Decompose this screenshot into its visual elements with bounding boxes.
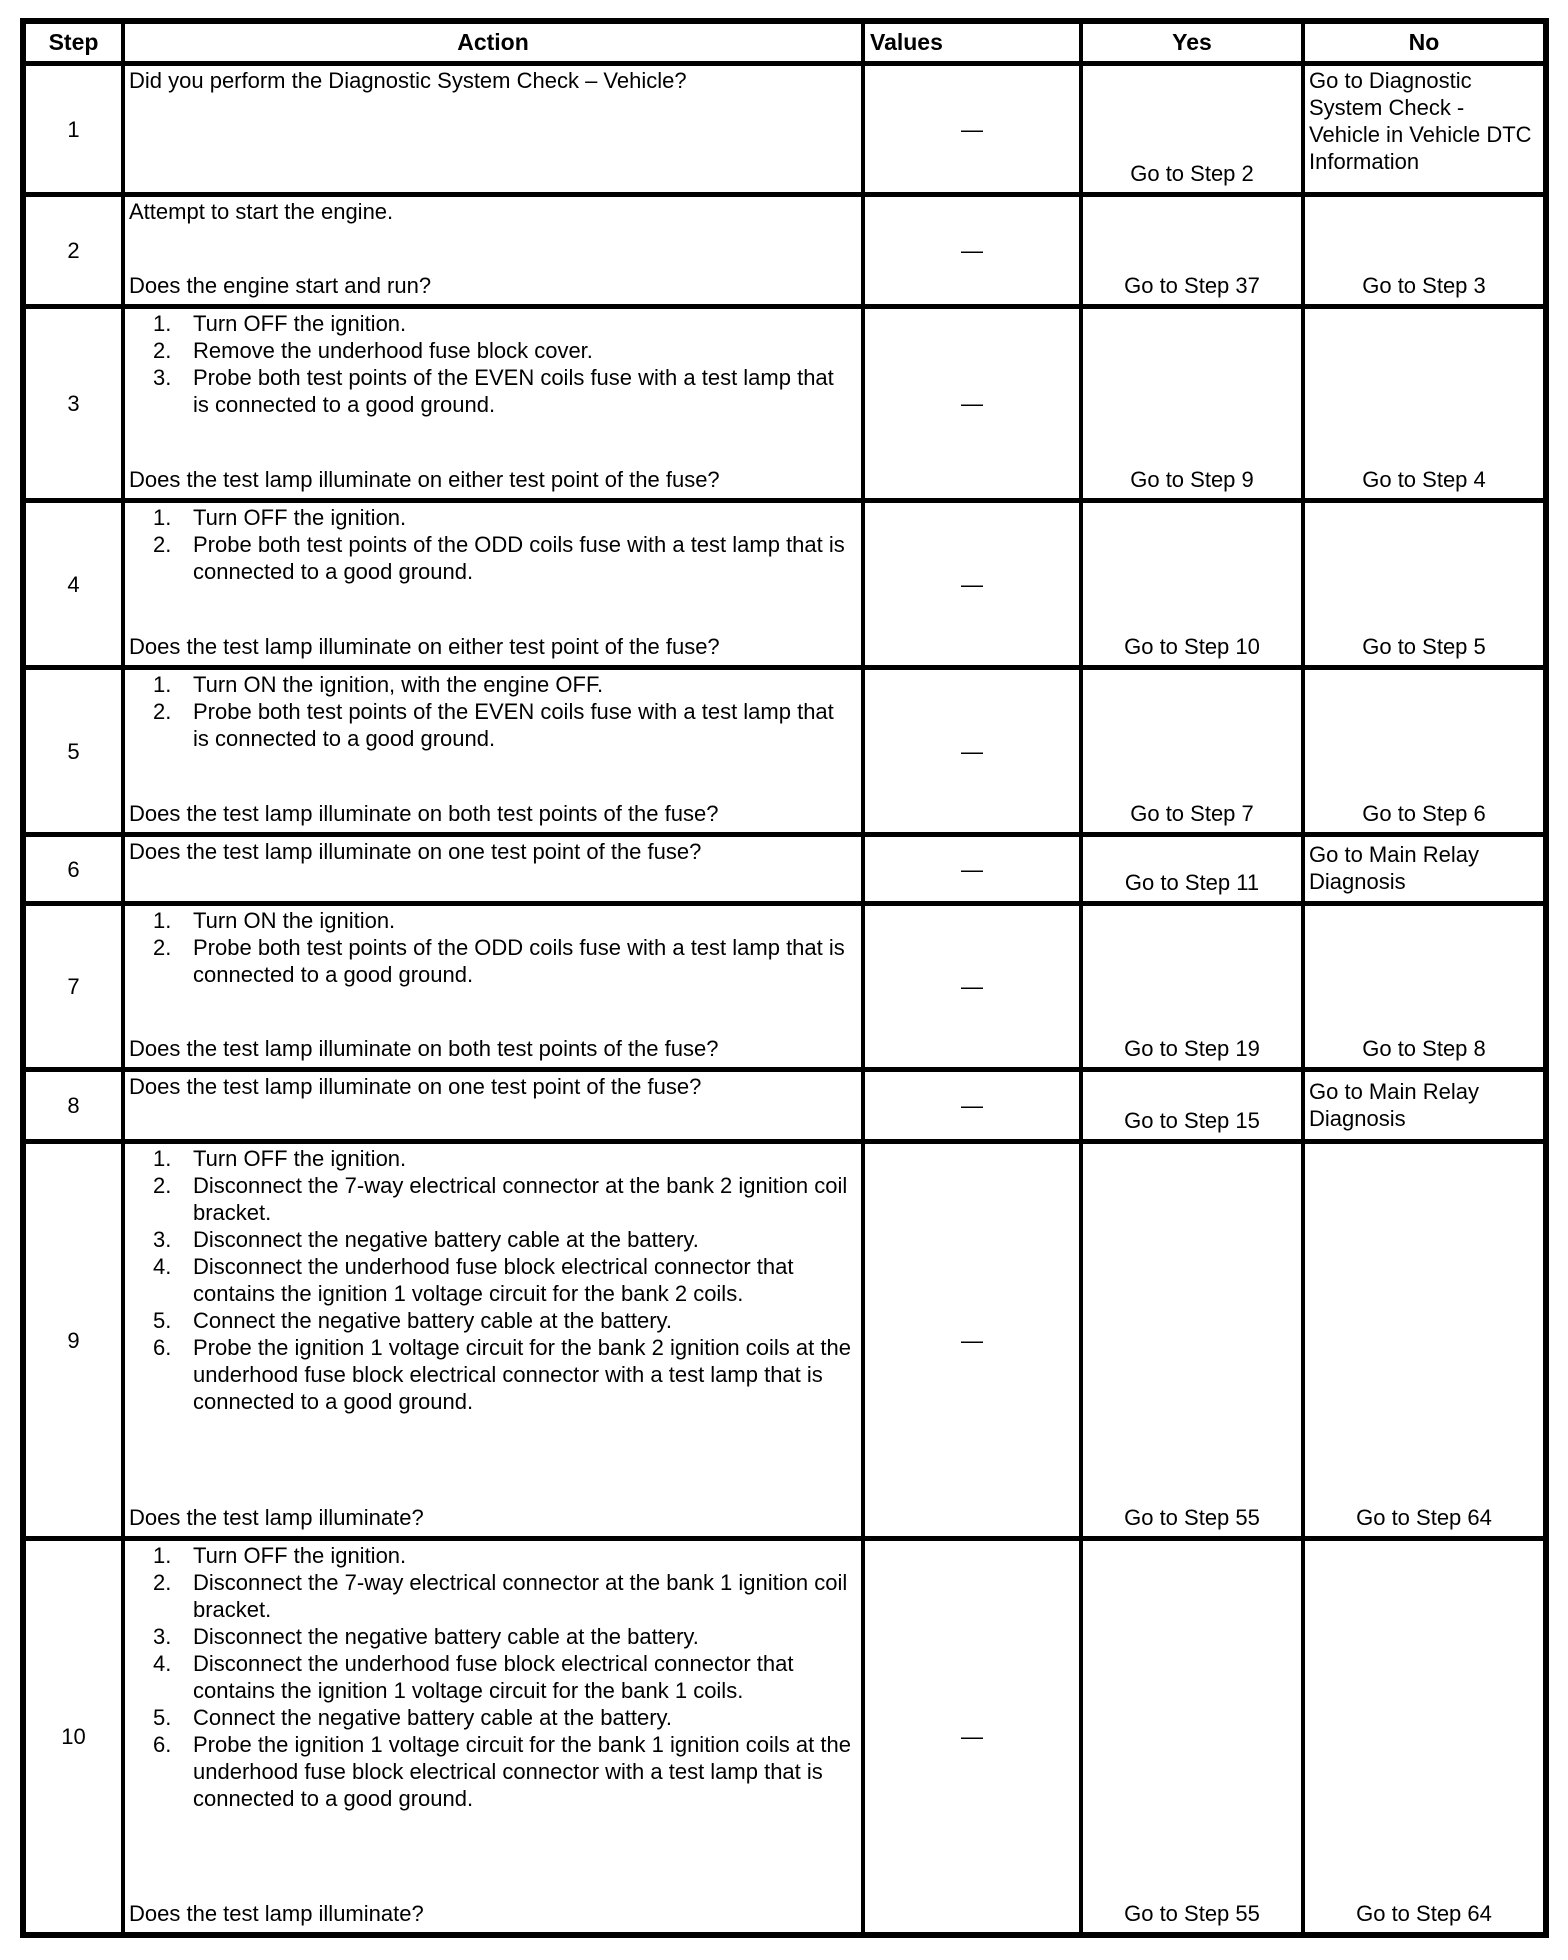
yes-cell: Go to Step 7	[1079, 665, 1301, 832]
step-number-cell: 9	[26, 1139, 121, 1536]
yes-cell: Go to Step 19	[1079, 901, 1301, 1067]
step-number-cell: 10	[26, 1536, 121, 1932]
yes-cell: Go to Step 55	[1079, 1139, 1301, 1536]
action-step-item	[128, 698, 855, 752]
yes-cell: Go to Step 2	[1079, 61, 1301, 192]
no-cell: Go to Main Relay Diagnosis	[1301, 832, 1543, 901]
action-question: Does the test lamp illuminate on both test points of the fuse?	[129, 1036, 719, 1061]
action-step-text: Probe the ignition 1 voltage circuit for the bank 2 ignition coils at the underhood fuse block electrical connector with a test lamp that is connected to a good ground.	[193, 1335, 851, 1414]
action-step-text: Probe both test points of the ODD coils fuse with a test lamp that is connected to a good ground.	[193, 935, 845, 987]
action-step-text: Connect the negative battery cable at the battery.	[193, 1308, 673, 1333]
action-step-text: Probe the ignition 1 voltage circuit for the bank 1 ignition coils at the underhood fuse block electrical connector with a test lamp that is connected to a good ground.	[193, 1732, 851, 1811]
yes-cell: Go to Step 15	[1079, 1067, 1301, 1139]
action-step-text: Disconnect the 7-way electrical connector at the bank 2 ignition coil bracket.	[193, 1173, 848, 1225]
no-cell: Go to Step 64	[1301, 1536, 1543, 1932]
action-step-number: 2.	[153, 532, 172, 557]
yes-cell: Go to Step 11	[1079, 832, 1301, 901]
yes-cell: Go to Step 37	[1079, 192, 1301, 304]
action-cell	[121, 832, 861, 901]
action-step-text: Disconnect the negative battery cable at the battery.	[193, 1624, 699, 1649]
action-cell	[121, 304, 861, 498]
action-step-number: 3.	[153, 365, 172, 390]
action-statement: Did you perform the Diagnostic System Check – Vehicle?	[129, 68, 687, 93]
action-step-number: 3.	[153, 1624, 172, 1649]
action-step-number: 2.	[153, 1570, 172, 1595]
no-cell: Go to Step 5	[1301, 498, 1543, 665]
action-cell	[121, 1536, 861, 1932]
action-step-text: Turn OFF the ignition.	[193, 311, 407, 336]
action-question: Does the test lamp illuminate?	[129, 1505, 424, 1530]
action-step-item	[128, 1145, 855, 1172]
action-step-text: Disconnect the underhood fuse block electrical connector that contains the ignition 1 voltage circuit for the bank 1 coils.	[193, 1651, 794, 1703]
action-step-item	[128, 1704, 855, 1731]
action-step-number: 4.	[153, 1254, 172, 1279]
action-step-number: 5.	[153, 1705, 172, 1730]
action-step-number: 1.	[153, 311, 172, 336]
action-step-text: Connect the negative battery cable at the battery.	[193, 1705, 673, 1730]
action-step-number: 6.	[153, 1335, 172, 1360]
action-step-text: Turn ON the ignition, with the engine OFF.	[193, 672, 604, 697]
action-step-number: 2.	[153, 338, 172, 363]
action-step-number: 5.	[153, 1308, 172, 1333]
action-cell	[121, 192, 861, 304]
column-header-step: Step	[26, 24, 121, 61]
values-cell: —	[861, 1536, 1079, 1932]
action-question: Does the test lamp illuminate on either test point of the fuse?	[129, 467, 720, 492]
yes-cell: Go to Step 10	[1079, 498, 1301, 665]
action-step-text: Disconnect the 7-way electrical connector at the bank 1 ignition coil bracket.	[193, 1570, 848, 1622]
action-step-text: Probe both test points of the EVEN coils fuse with a test lamp that is connected to a good ground.	[193, 365, 834, 417]
action-cell	[121, 1067, 861, 1139]
action-step-item	[128, 907, 855, 934]
action-step-text: Remove the underhood fuse block cover.	[193, 338, 593, 363]
action-statement: Does the test lamp illuminate on one test point of the fuse?	[129, 1074, 702, 1099]
values-cell: —	[861, 1139, 1079, 1536]
action-statement: Attempt to start the engine.	[129, 199, 394, 224]
action-step-number: 2.	[153, 699, 172, 724]
step-number-cell: 3	[26, 304, 121, 498]
action-step-number: 3.	[153, 1227, 172, 1252]
action-step-item	[128, 671, 855, 698]
action-cell	[121, 665, 861, 832]
action-step-item	[128, 1172, 855, 1226]
step-number-cell: 4	[26, 498, 121, 665]
values-cell: —	[861, 498, 1079, 665]
action-cell	[121, 498, 861, 665]
no-cell: Go to Step 64	[1301, 1139, 1543, 1536]
action-step-item	[128, 1226, 855, 1253]
step-number-cell: 6	[26, 832, 121, 901]
action-step-number: 6.	[153, 1732, 172, 1757]
action-step-text: Probe both test points of the EVEN coils fuse with a test lamp that is connected to a good ground.	[193, 699, 834, 751]
no-cell: Go to Step 3	[1301, 192, 1543, 304]
action-step-item	[128, 310, 855, 337]
action-step-number: 2.	[153, 935, 172, 960]
action-step-item	[128, 1731, 855, 1812]
step-number-cell: 5	[26, 665, 121, 832]
action-step-number: 2.	[153, 1173, 172, 1198]
action-step-text: Probe both test points of the ODD coils fuse with a test lamp that is connected to a good ground.	[193, 532, 845, 584]
column-header-action: Action	[121, 24, 861, 61]
no-cell: Go to Step 8	[1301, 901, 1543, 1067]
action-question: Does the test lamp illuminate on either test point of the fuse?	[129, 634, 720, 659]
action-step-item	[128, 1334, 855, 1415]
action-statement: Does the test lamp illuminate on one test point of the fuse?	[129, 839, 702, 864]
yes-cell: Go to Step 9	[1079, 304, 1301, 498]
values-cell: —	[861, 304, 1079, 498]
action-step-item	[128, 934, 855, 988]
action-step-text: Turn OFF the ignition.	[193, 505, 407, 530]
values-cell: —	[861, 61, 1079, 192]
action-step-number: 1.	[153, 505, 172, 530]
action-step-item	[128, 531, 855, 585]
action-step-item	[128, 1623, 855, 1650]
column-header-no: No	[1301, 24, 1543, 61]
step-number-cell: 2	[26, 192, 121, 304]
action-step-text: Turn OFF the ignition.	[193, 1543, 407, 1568]
step-number-cell: 1	[26, 61, 121, 192]
action-step-item	[128, 364, 855, 418]
values-cell: —	[861, 901, 1079, 1067]
no-cell: Go to Step 6	[1301, 665, 1543, 832]
action-step-item	[128, 1569, 855, 1623]
action-step-item	[128, 1650, 855, 1704]
action-step-number: 1.	[153, 1146, 172, 1171]
action-step-text: Turn ON the ignition.	[193, 908, 396, 933]
action-step-number: 1.	[153, 1543, 172, 1568]
diagnostic-table	[20, 18, 1549, 1938]
action-step-item	[128, 504, 855, 531]
values-cell: —	[861, 192, 1079, 304]
no-cell: Go to Step 4	[1301, 304, 1543, 498]
column-header-values: Values	[861, 24, 1079, 61]
action-step-item	[128, 1253, 855, 1307]
action-question: Does the engine start and run?	[129, 273, 432, 298]
column-header-yes: Yes	[1079, 24, 1301, 61]
action-cell	[121, 61, 861, 192]
values-cell: —	[861, 665, 1079, 832]
action-step-item	[128, 1542, 855, 1569]
step-number-cell: 8	[26, 1067, 121, 1139]
action-step-text: Turn OFF the ignition.	[193, 1146, 407, 1171]
no-cell: Go to Diagnostic System Check - Vehicle in Vehicle DTC Information	[1301, 61, 1543, 192]
values-cell: —	[861, 832, 1079, 901]
step-number-cell: 7	[26, 901, 121, 1067]
yes-cell: Go to Step 55	[1079, 1536, 1301, 1932]
action-step-number: 4.	[153, 1651, 172, 1676]
no-cell: Go to Main Relay Diagnosis	[1301, 1067, 1543, 1139]
action-step-text: Disconnect the negative battery cable at the battery.	[193, 1227, 699, 1252]
action-step-number: 1.	[153, 908, 172, 933]
values-cell: —	[861, 1067, 1079, 1139]
action-step-item	[128, 1307, 855, 1334]
action-step-number: 1.	[153, 672, 172, 697]
action-question: Does the test lamp illuminate?	[129, 1901, 424, 1926]
action-step-text: Disconnect the underhood fuse block electrical connector that contains the ignition 1 voltage circuit for the bank 2 coils.	[193, 1254, 794, 1306]
action-step-item	[128, 337, 855, 364]
action-cell	[121, 901, 861, 1067]
action-question: Does the test lamp illuminate on both test points of the fuse?	[129, 801, 719, 826]
action-cell	[121, 1139, 861, 1536]
